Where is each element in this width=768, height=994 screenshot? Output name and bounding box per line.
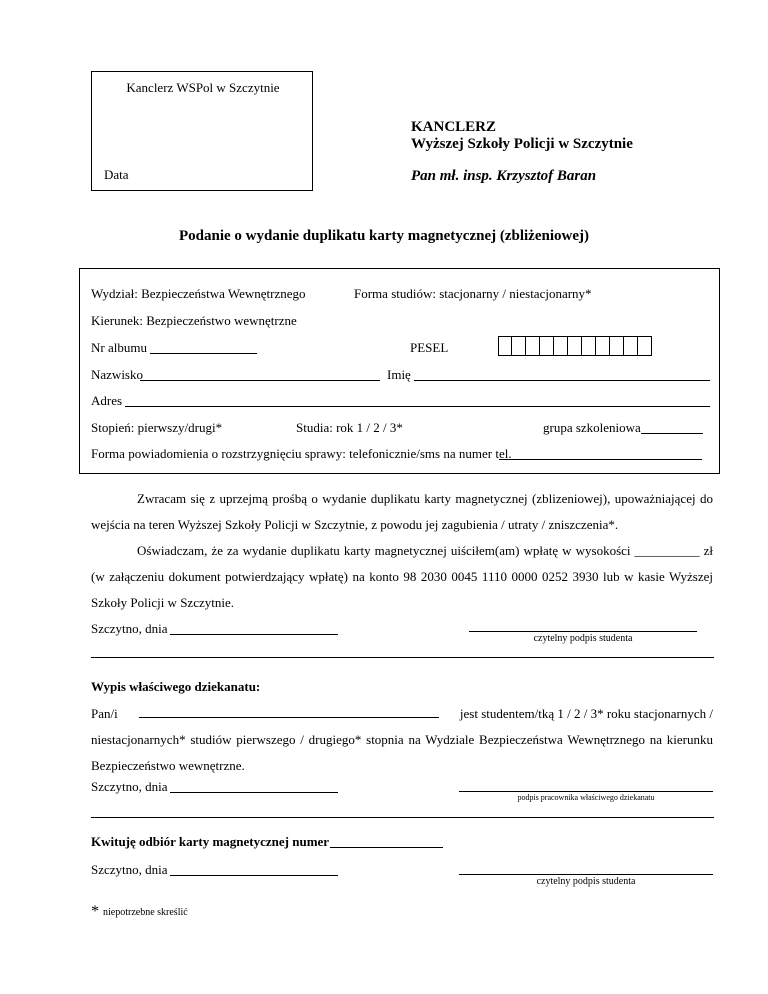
date-input-line-3[interactable] bbox=[170, 875, 338, 876]
group-input-line[interactable] bbox=[641, 433, 703, 434]
date-input-line[interactable] bbox=[170, 634, 338, 635]
pesel-label: PESEL bbox=[410, 340, 449, 355]
dean-text-c: niestacjonarnych* studiów pierwszego / drugiego* stopnia na Wydziale Bezpieczeństwa Wewnętrznego na kierunku Bezpieczeństwo wewnętrzne. bbox=[91, 732, 713, 773]
faculty-text: Wydział: Bezpieczeństwa Wewnętrznego bbox=[91, 286, 306, 301]
section-divider bbox=[91, 657, 714, 658]
surname-label: Nazwisko bbox=[91, 367, 143, 382]
dean-text-a: Pan/i bbox=[91, 706, 118, 721]
album-input-line[interactable] bbox=[150, 353, 257, 354]
place-date-label-2: Szczytno, dnia bbox=[91, 779, 168, 794]
dean-text-b: jest studentem/tką 1 / 2 / 3* roku stacjonarnych / bbox=[459, 706, 713, 721]
pesel-box[interactable] bbox=[554, 336, 568, 356]
pesel-box[interactable] bbox=[596, 336, 610, 356]
phone-input-line[interactable] bbox=[499, 459, 702, 460]
dean-paragraph bbox=[91, 701, 713, 779]
addressee-institution: Wyższej Szkoły Policji w Szczytnie bbox=[411, 136, 633, 152]
album-label: Nr albumu bbox=[91, 340, 147, 355]
pesel-box[interactable] bbox=[624, 336, 638, 356]
notification-text: Forma powiadomienia o rozstrzygnięciu sprawy: telefonicznie/sms na numer tel. bbox=[91, 446, 512, 461]
name-input-line[interactable] bbox=[414, 380, 710, 381]
place-date-label-3: Szczytno, dnia bbox=[91, 862, 168, 877]
student-name-input-line[interactable] bbox=[139, 703, 439, 718]
student-signature-label: czytelny podpis studenta bbox=[533, 633, 633, 644]
request-paragraph bbox=[91, 486, 713, 616]
receipt-signature-label: czytelny podpis studenta bbox=[536, 876, 636, 887]
address-label: Adres bbox=[91, 393, 123, 408]
declaration-text: Oświadczam, że za wydanie duplikatu karty magnetycznej uiściłem(am) wpłatę w wysokości __________ zł (w załączeniu dokument potwierdzający wpłatę) na konto 98 2030 0045 1110 0000 0252 3930 lub w kasie Wyższej Szkoły Policji w Szczytnie. bbox=[91, 543, 713, 610]
pesel-box[interactable] bbox=[638, 336, 652, 356]
pesel-box[interactable] bbox=[610, 336, 624, 356]
stamp-box bbox=[91, 71, 313, 191]
stamp-label: Kanclerz WSPol w Szczytnie bbox=[126, 80, 280, 95]
request-text: Zwracam się z uprzejmą prośbą o wydanie duplikatu karty magnetycznej (zblizeniowej), upoważniającej do wejścia na teren Wyższej Szkoły Policji w Szczytnie, z powodu jej zagubienia / utraty / zniszczenia*. bbox=[91, 491, 713, 532]
pesel-box[interactable] bbox=[526, 336, 540, 356]
pesel-box[interactable] bbox=[568, 336, 582, 356]
pesel-box[interactable] bbox=[498, 336, 512, 356]
card-number-input-line[interactable] bbox=[330, 847, 443, 848]
pesel-box[interactable] bbox=[512, 336, 526, 356]
study-mode-text: Forma studiów: stacjonarny / niestacjonarny* bbox=[354, 286, 592, 301]
field-of-study-text: Kierunek: Bezpieczeństwo wewnętrzne bbox=[91, 313, 297, 328]
receipt-signature-line[interactable] bbox=[459, 874, 713, 875]
surname-input-line[interactable] bbox=[140, 380, 380, 381]
footnote-star: * bbox=[91, 903, 99, 920]
date-input-line-2[interactable] bbox=[170, 792, 338, 793]
name-label: Imię bbox=[387, 367, 411, 382]
dean-signature-label: podpis pracownika właściwego dziekanatu bbox=[517, 793, 655, 802]
date-label: Data bbox=[104, 167, 129, 182]
pesel-box[interactable] bbox=[582, 336, 596, 356]
dean-heading: Wypis właściwego dziekanatu: bbox=[91, 679, 261, 694]
section-divider-2 bbox=[91, 817, 714, 818]
dean-signature-line[interactable] bbox=[459, 791, 713, 792]
pesel-boxes[interactable] bbox=[498, 336, 652, 356]
year-text: Studia: rok 1 / 2 / 3* bbox=[296, 420, 403, 435]
pesel-box[interactable] bbox=[540, 336, 554, 356]
document-title: Podanie o wydanie duplikatu karty magnetycznej (zbliżeniowej) bbox=[179, 228, 589, 244]
student-signature-line[interactable] bbox=[469, 631, 697, 632]
addressee-title: KANCLERZ bbox=[411, 119, 497, 135]
addressee-person: Pan mł. insp. Krzysztof Baran bbox=[411, 168, 597, 184]
receipt-text: Kwituję odbiór karty magnetycznej numer bbox=[91, 834, 330, 849]
group-label: grupa szkoleniowa bbox=[543, 420, 641, 435]
place-date-label: Szczytno, dnia bbox=[91, 621, 168, 636]
level-text: Stopień: pierwszy/drugi* bbox=[91, 420, 223, 435]
address-input-line[interactable] bbox=[125, 406, 710, 407]
footnote-text: niepotrzebne skreślić bbox=[103, 907, 188, 918]
dean-line-1 bbox=[91, 701, 713, 727]
